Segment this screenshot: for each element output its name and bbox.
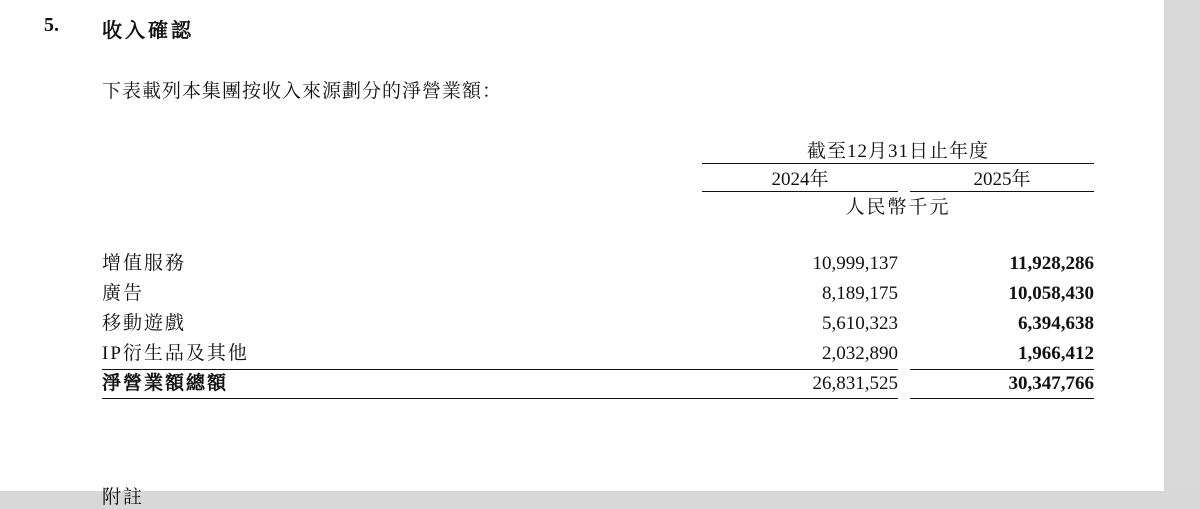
table-header-unit-row bbox=[102, 192, 1094, 220]
row-label-total-net-revenue: 淨營業額總額 bbox=[102, 370, 702, 399]
row-label-advertising: 廣告 bbox=[102, 283, 145, 304]
table-header-span-row bbox=[102, 136, 1094, 164]
table-row bbox=[102, 339, 1094, 370]
page-title: 收入確認 bbox=[102, 20, 194, 42]
cell-2024-total-net-revenue: 26,831,525 bbox=[702, 370, 898, 399]
revenue-table-wrapper bbox=[102, 136, 1094, 399]
intro-paragraph: 下表載列本集團按收入來源劃分的淨營業額： bbox=[102, 81, 503, 102]
partial-next-paragraph: 附註 bbox=[102, 487, 145, 508]
cell-2024-value-added-services: 10,999,137 bbox=[812, 253, 898, 274]
cell-2025-ip-derivatives-and-others: 1,966,412 bbox=[1018, 343, 1094, 364]
cell-2025-total-net-revenue: 30,347,766 bbox=[910, 370, 1094, 399]
table-unit-label: 人民幣千元 bbox=[845, 197, 951, 218]
row-label-ip-derivatives-and-others: IP衍生品及其他 bbox=[102, 343, 249, 364]
cell-2025-value-added-services: 11,928,286 bbox=[1009, 253, 1094, 274]
row-label-value-added-services: 增值服務 bbox=[102, 253, 187, 274]
cell-2025-advertising: 10,058,430 bbox=[1008, 283, 1094, 304]
table-header-period: 截至12月31日止年度 bbox=[702, 136, 1094, 164]
column-gap bbox=[898, 164, 910, 192]
table-row bbox=[102, 279, 1094, 309]
revenue-table bbox=[102, 136, 1094, 399]
table-header-year-row bbox=[102, 164, 1094, 192]
column-header-2024: 2024年 bbox=[702, 164, 898, 192]
cell-2024-ip-derivatives-and-others: 2,032,890 bbox=[822, 343, 898, 364]
page-margin-background bbox=[1164, 0, 1200, 491]
table-total-row bbox=[102, 370, 1094, 399]
section-number: 5. bbox=[44, 14, 59, 36]
header-empty-cell-2 bbox=[102, 164, 702, 192]
table-row bbox=[102, 249, 1094, 279]
cell-2024-mobile-games: 5,610,323 bbox=[822, 313, 898, 334]
table-spacer-row bbox=[102, 219, 1094, 249]
section-heading bbox=[44, 14, 1094, 46]
cell-2025-mobile-games: 6,394,638 bbox=[1018, 313, 1094, 334]
header-empty-cell-3 bbox=[102, 192, 702, 220]
cell-2024-advertising: 8,189,175 bbox=[822, 283, 898, 304]
table-row bbox=[102, 309, 1094, 339]
row-label-mobile-games: 移動遊戲 bbox=[102, 313, 187, 334]
header-empty-cell bbox=[102, 136, 702, 164]
column-header-2025: 2025年 bbox=[910, 164, 1094, 192]
